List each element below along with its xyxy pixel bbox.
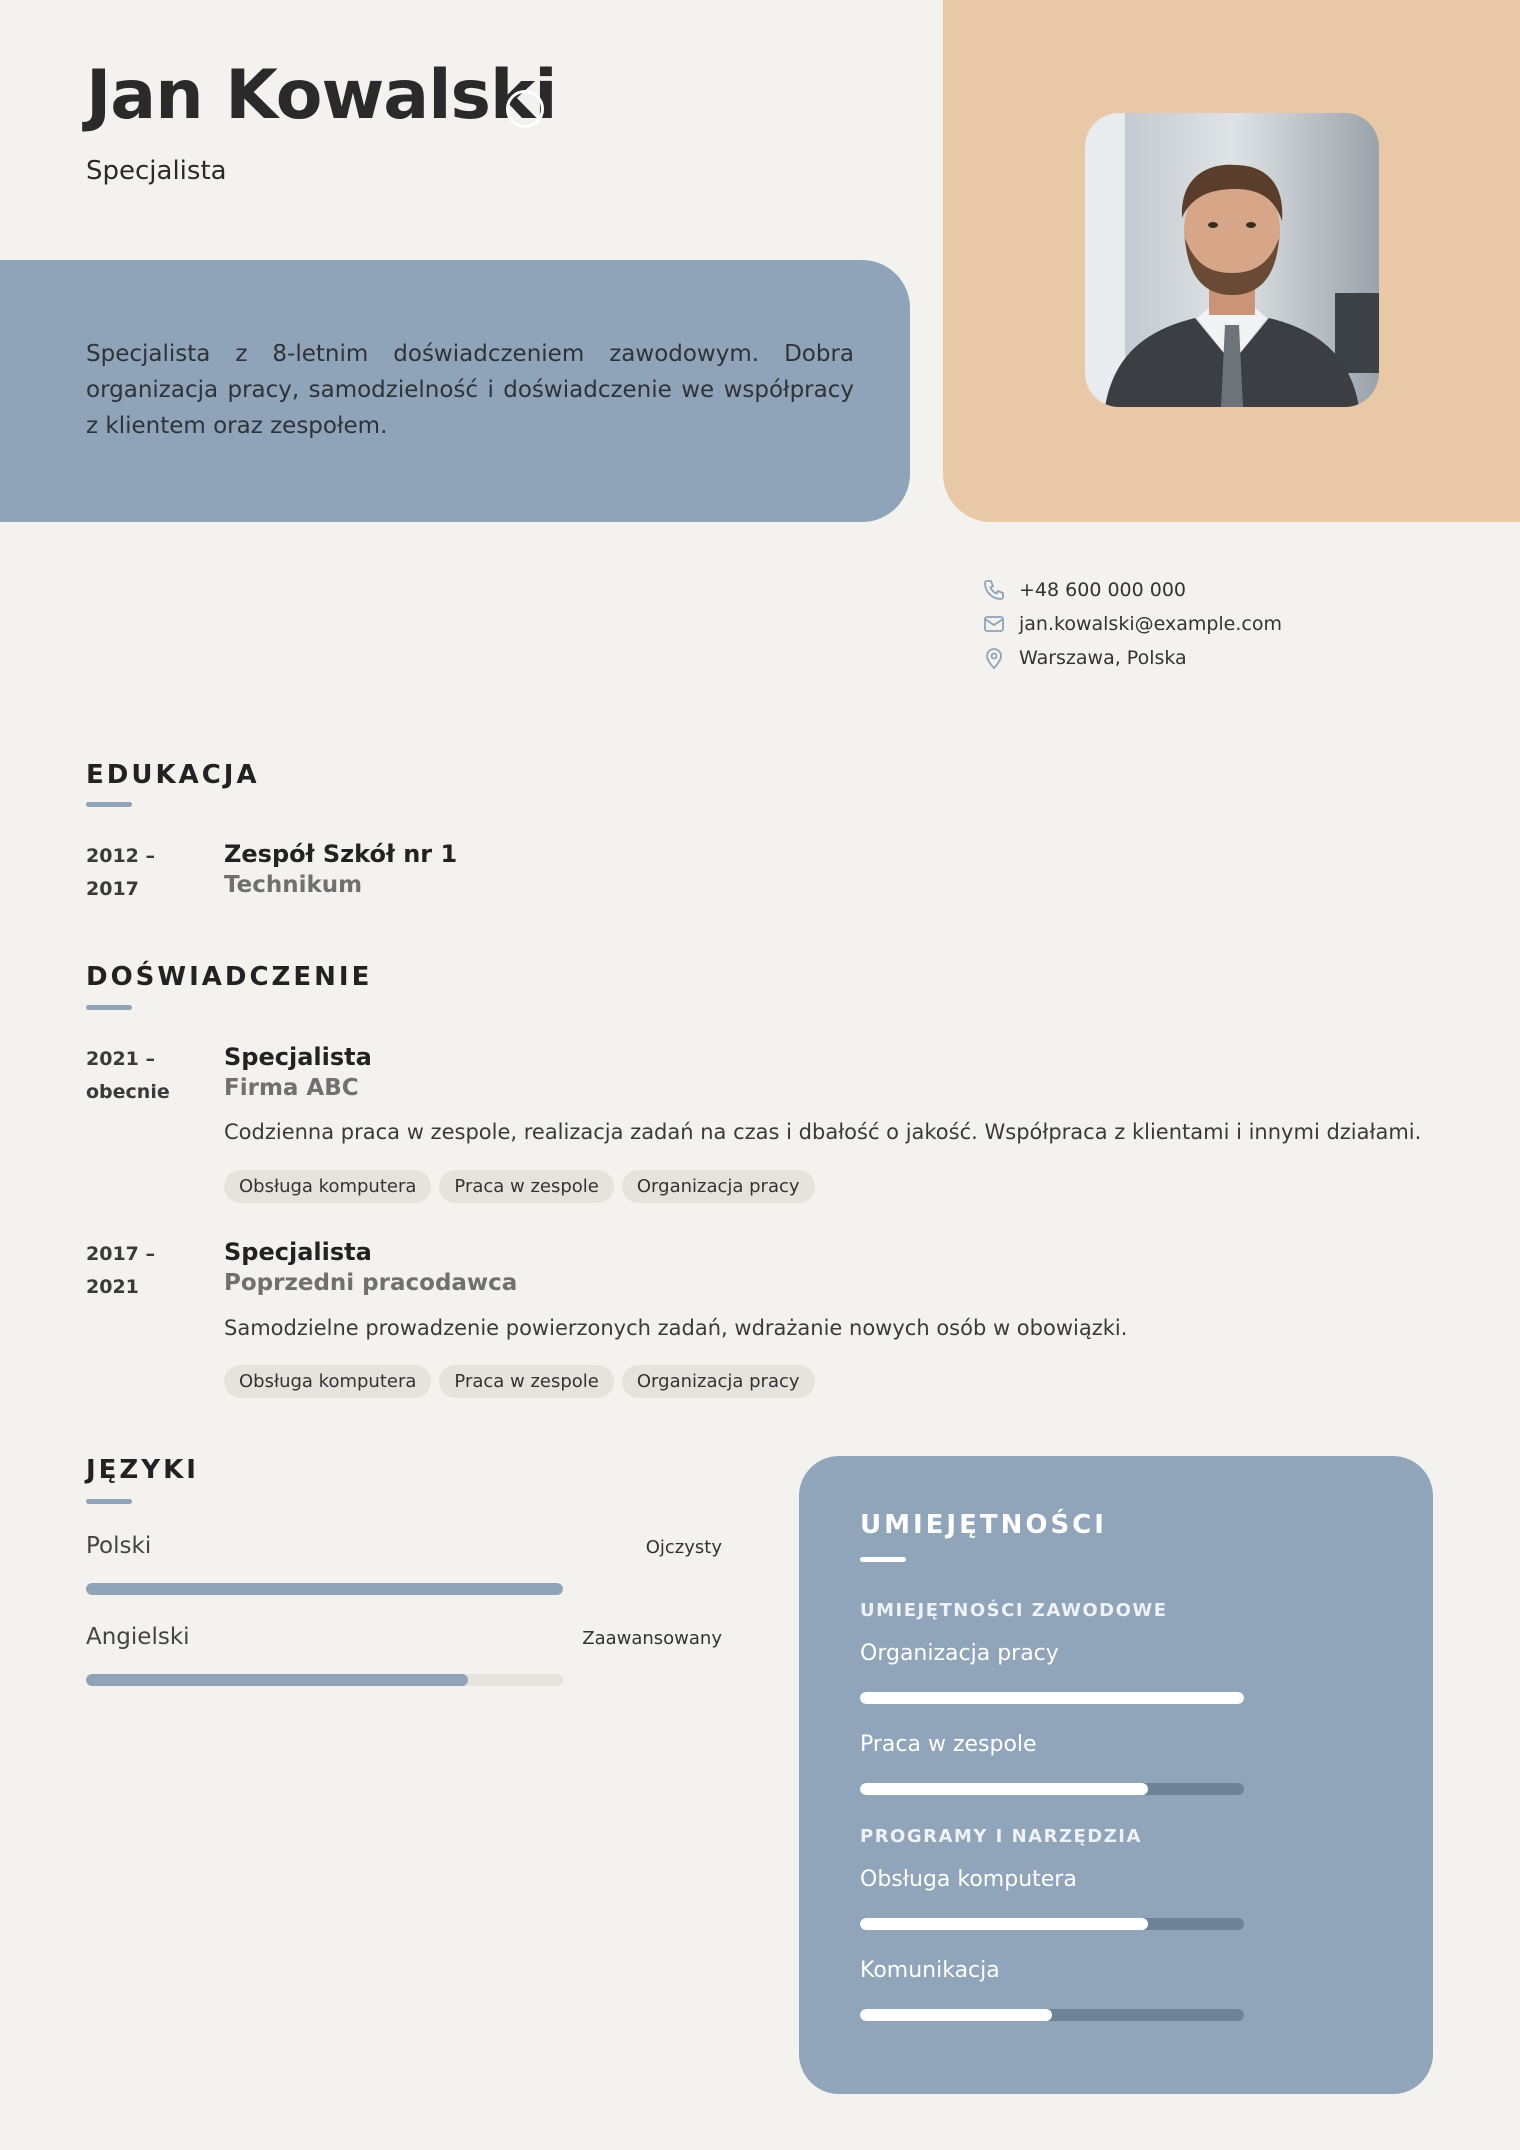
skill-name: Komunikacja (860, 1958, 1000, 1983)
language-progress-fill (86, 1674, 468, 1686)
skill-progress-bar (860, 1918, 1244, 1930)
skills-panel (799, 1456, 1433, 2094)
job-date-start: 2021 – (86, 1048, 155, 1070)
decorative-circle (506, 90, 544, 128)
experience-heading-underline (86, 1005, 132, 1010)
skill-progress-bar (860, 2009, 1244, 2021)
job-company: Poprzedni pracodawca (224, 1270, 518, 1296)
phone-number: +48 600 000 000 (1019, 579, 1187, 601)
skill-name: Praca w zespole (860, 1732, 1037, 1757)
job-position: Specjalista (224, 1238, 372, 1266)
languages-heading-underline (86, 1499, 132, 1504)
job-position: Specjalista (224, 1043, 372, 1071)
contact-phone[interactable] (982, 575, 1482, 605)
job-company: Firma ABC (224, 1075, 359, 1101)
skill-progress-bar (860, 1783, 1244, 1795)
education-heading-underline (86, 802, 132, 807)
skill-tag: Organizacja pracy (622, 1170, 815, 1203)
job-date-start: 2017 – (86, 1243, 155, 1265)
language-progress-bar (86, 1674, 563, 1686)
languages-heading: JĘZYKI (86, 1455, 199, 1485)
phone-icon (982, 578, 1006, 602)
language-name: Polski (86, 1533, 152, 1559)
experience-heading: DOŚWIADCZENIE (86, 962, 373, 992)
job-description: Samodzielne prowadzenie powierzonych zadań, wdrażanie nowych osób w obowiązki. (224, 1316, 1128, 1340)
education-date-end: 2017 (86, 878, 139, 900)
skill-progress-fill (860, 1918, 1148, 1930)
skills-heading: UMIEJĘTNOŚCI (860, 1510, 1107, 1540)
job-date-end: obecnie (86, 1081, 170, 1103)
candidate-name: Jan Kowalski (86, 56, 557, 135)
job-tags (224, 1170, 815, 1203)
language-level: Ojczysty (645, 1537, 722, 1558)
skill-progress-bar (860, 1692, 1244, 1704)
skill-progress-fill (860, 1692, 1244, 1704)
language-level: Zaawansowany (582, 1628, 722, 1649)
mail-icon (982, 612, 1006, 636)
skill-category: UMIEJĘTNOŚCI ZAWODOWE (860, 1600, 1168, 1621)
job-title: Specjalista (86, 156, 227, 186)
education-date (86, 840, 155, 906)
language-name: Angielski (86, 1624, 190, 1650)
contact-location (982, 643, 1482, 673)
skill-name: Organizacja pracy (860, 1641, 1059, 1666)
education-degree: Technikum (224, 872, 363, 898)
education-date-start: 2012 – (86, 845, 155, 867)
skill-tag: Obsługa komputera (224, 1365, 431, 1398)
skills-heading-underline (860, 1557, 906, 1562)
contact-email[interactable] (982, 609, 1482, 639)
job-date (86, 1043, 170, 1109)
job-date (86, 1238, 155, 1304)
profile-photo (1085, 113, 1379, 407)
job-date-end: 2021 (86, 1276, 139, 1298)
skill-tag: Organizacja pracy (622, 1365, 815, 1398)
education-heading: EDUKACJA (86, 760, 260, 790)
language-progress-fill (86, 1583, 563, 1595)
education-school: Zespół Szkół nr 1 (224, 840, 458, 868)
email-address: jan.kowalski@example.com (1019, 613, 1282, 635)
language-progress-bar (86, 1583, 563, 1595)
skill-category: PROGRAMY I NARZĘDZIA (860, 1826, 1142, 1847)
location-text: Warszawa, Polska (1019, 647, 1187, 669)
skill-tag: Obsługa komputera (224, 1170, 431, 1203)
skill-progress-fill (860, 2009, 1052, 2021)
job-description: Codzienna praca w zespole, realizacja zadań na czas i dbałość o jakość. Współpraca z klientami i innymi działami. (224, 1120, 1422, 1144)
skill-name: Obsługa komputera (860, 1867, 1077, 1892)
location-pin-icon (982, 646, 1006, 670)
job-tags (224, 1365, 815, 1398)
skill-tag: Praca w zespole (439, 1170, 613, 1203)
skill-tag: Praca w zespole (439, 1365, 613, 1398)
skill-progress-fill (860, 1783, 1148, 1795)
summary-text: Specjalista z 8-letnim doświadczeniem zawodowym. Dobra organizacja pracy, samodzielność i doświadczenie we współpracy z klientem oraz zespołem. (86, 341, 854, 439)
